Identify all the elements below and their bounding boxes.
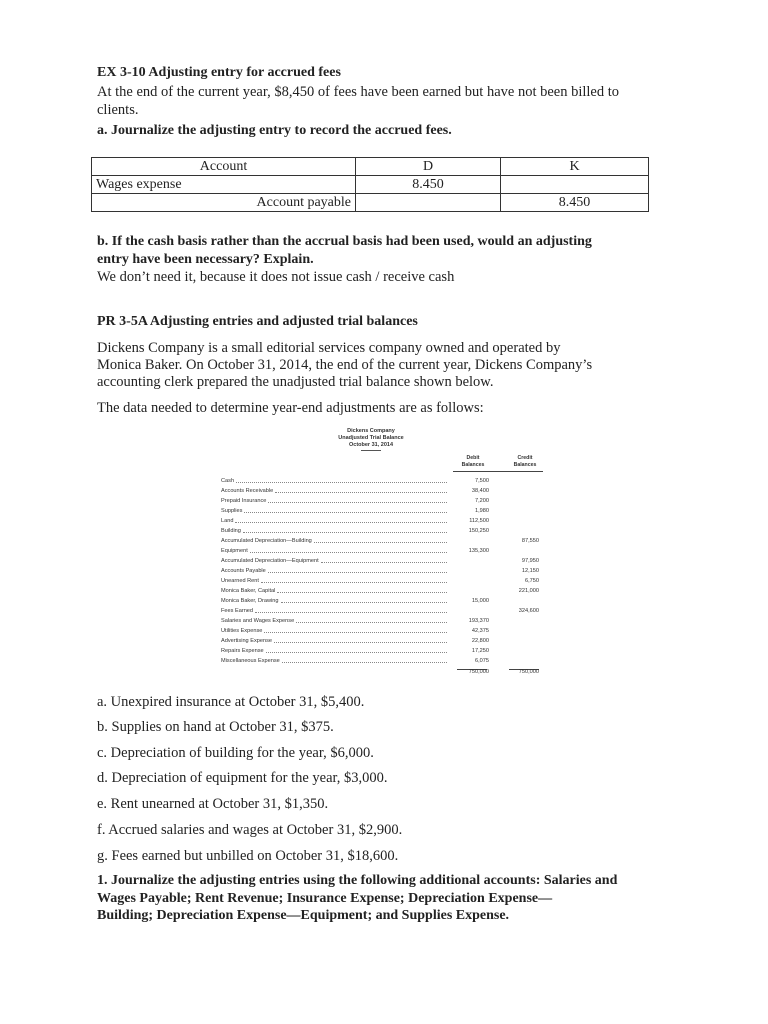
adjustment-f: f. Accrued salaries and wages at October 31, $2,900. bbox=[97, 822, 403, 838]
journal-entry-table bbox=[91, 157, 649, 212]
tb-leader-dots bbox=[268, 572, 447, 573]
tb-leader-dots bbox=[250, 552, 447, 553]
tb-row bbox=[221, 526, 543, 536]
tb-account: Accounts Receivable bbox=[221, 488, 274, 494]
tb-account: Fees Earned bbox=[221, 608, 254, 614]
journal-account: Wages expense bbox=[92, 176, 356, 194]
adjustment-g: g. Fees earned but unbilled on October 31, $18,600. bbox=[97, 848, 399, 864]
tb-debit-value: 22,800 bbox=[471, 638, 489, 644]
journal-header-row bbox=[92, 158, 649, 176]
tb-account: Equipment bbox=[221, 548, 248, 554]
pr-intro-line-3: accounting clerk prepared the unadjusted trial balance shown below. bbox=[97, 374, 494, 390]
tb-leader-dots bbox=[243, 532, 447, 533]
tb-leader-dots bbox=[244, 512, 447, 513]
tb-company: Dickens Company bbox=[347, 428, 395, 434]
tb-debit-head-1: Debit bbox=[466, 455, 480, 461]
tb-account: Cash bbox=[221, 478, 235, 484]
tb-debit-value: 112,500 bbox=[469, 518, 489, 524]
tb-row bbox=[221, 516, 543, 526]
tb-row bbox=[221, 606, 543, 616]
tb-account: Prepaid Insurance bbox=[221, 498, 267, 504]
tb-leader-dots bbox=[321, 562, 447, 563]
tb-header-rule bbox=[361, 450, 381, 451]
ex-heading: EX 3-10 Adjusting entry for accrued fees bbox=[97, 65, 341, 80]
tb-debit-head bbox=[453, 455, 493, 469]
tb-debit-value: 17,250 bbox=[471, 648, 489, 654]
tb-account: Repairs Expense bbox=[221, 648, 264, 654]
journal-debit: 8.450 bbox=[356, 176, 501, 194]
tb-total-debit: 750,000 bbox=[468, 669, 489, 675]
tb-debit-value: 7,500 bbox=[475, 478, 489, 484]
tb-account: Monica Baker, Drawing bbox=[221, 598, 279, 604]
tb-leader-dots bbox=[255, 612, 447, 613]
tb-total-row bbox=[221, 667, 543, 677]
ex-question-a: a. Journalize the adjusting entry to record the accrued fees. bbox=[97, 123, 452, 138]
tb-credit-value: 324,600 bbox=[518, 608, 539, 614]
journal-row bbox=[92, 176, 649, 194]
question-1-line-2: Wages Payable; Rent Revenue; Insurance Expense; Depreciation Expense— bbox=[97, 891, 553, 906]
tb-row bbox=[221, 636, 543, 646]
tb-row bbox=[221, 616, 543, 626]
adjustment-e: e. Rent unearned at October 31, $1,350. bbox=[97, 796, 329, 812]
tb-credit-value: 221,000 bbox=[518, 588, 539, 594]
journal-account: Account payable bbox=[92, 194, 356, 212]
trial-balance-figure bbox=[221, 425, 543, 680]
journal-debit bbox=[356, 194, 501, 212]
tb-leader-dots bbox=[268, 502, 447, 503]
adjustment-b: b. Supplies on hand at October 31, $375. bbox=[97, 719, 334, 735]
tb-row bbox=[221, 486, 543, 496]
pr-heading: PR 3-5A Adjusting entries and adjusted trial balances bbox=[97, 314, 418, 329]
tb-leader-dots bbox=[296, 622, 447, 623]
tb-debit-value: 38,400 bbox=[471, 488, 489, 494]
tb-colhead-rule bbox=[453, 471, 543, 472]
tb-credit-head-1: Credit bbox=[517, 455, 533, 461]
tb-leader-dots bbox=[274, 642, 447, 643]
tb-debit-value: 6,075 bbox=[475, 658, 489, 664]
tb-debit-value: 15,000 bbox=[471, 598, 489, 604]
ex-text-line-1: At the end of the current year, $8,450 of fees have been earned but have not been billed to bbox=[97, 84, 620, 100]
tb-account: Salaries and Wages Expense bbox=[221, 618, 295, 624]
tb-credit-head-2: Balances bbox=[513, 462, 537, 468]
ex-question-b-line-2: entry have been necessary? Explain. bbox=[97, 252, 314, 267]
tb-debit-value: 42,375 bbox=[471, 628, 489, 634]
tb-account: Accumulated Depreciation—Equipment bbox=[221, 558, 319, 564]
tb-credit-value: 12,150 bbox=[521, 568, 539, 574]
ex-text-line-2: clients. bbox=[97, 102, 139, 118]
tb-leader-dots bbox=[275, 492, 447, 493]
ex-answer-b: We don’t need it, because it does not issue cash / receive cash bbox=[97, 269, 455, 285]
pr-data-intro: The data needed to determine year-end adjustments are as follows: bbox=[97, 400, 484, 416]
question-1-line-1: 1. Journalize the adjusting entries using the following additional accounts: Salaries and bbox=[97, 873, 618, 888]
tb-debit-head-2: Balances bbox=[461, 462, 485, 468]
adjustment-c: c. Depreciation of building for the year, $6,000. bbox=[97, 745, 374, 761]
tb-debit-value: 193,370 bbox=[468, 618, 489, 624]
tb-account: Miscellaneous Expense bbox=[221, 658, 280, 664]
journal-header-debit: D bbox=[356, 158, 501, 176]
tb-leader-dots bbox=[264, 632, 447, 633]
tb-debit-value: 150,250 bbox=[468, 528, 489, 534]
tb-row bbox=[221, 556, 543, 566]
tb-row bbox=[221, 476, 543, 486]
tb-debit-value: 135,300 bbox=[468, 548, 489, 554]
tb-account: Building bbox=[221, 528, 241, 534]
tb-row bbox=[221, 656, 543, 666]
journal-header-account: Account bbox=[92, 158, 356, 176]
tb-leader-dots bbox=[314, 542, 447, 543]
tb-account: Supplies bbox=[221, 508, 243, 514]
tb-leader-dots bbox=[281, 602, 447, 603]
tb-account: Accumulated Depreciation—Building bbox=[221, 538, 312, 544]
tb-row bbox=[221, 566, 543, 576]
journal-row bbox=[92, 194, 649, 212]
tb-row bbox=[221, 536, 543, 546]
tb-account: Unearned Rent bbox=[221, 578, 259, 584]
tb-leader-dots bbox=[236, 482, 447, 483]
tb-account: Advertising Expense bbox=[221, 638, 272, 644]
tb-credit-value: 97,950 bbox=[521, 558, 539, 564]
tb-row bbox=[221, 596, 543, 606]
tb-leader-dots bbox=[261, 582, 447, 583]
tb-account: Monica Baker, Capital bbox=[221, 588, 276, 594]
adjustment-a: a. Unexpired insurance at October 31, $5,400. bbox=[97, 694, 365, 710]
tb-leader-dots bbox=[266, 652, 447, 653]
tb-title: Unadjusted Trial Balance bbox=[338, 435, 404, 441]
pr-intro-line-2: Monica Baker. On October 31, 2014, the end of the current year, Dickens Company’s bbox=[97, 357, 593, 373]
tb-account: Utilities Expense bbox=[221, 628, 263, 634]
tb-row bbox=[221, 576, 543, 586]
tb-row bbox=[221, 586, 543, 596]
tb-leader-dots bbox=[277, 592, 447, 593]
tb-account: Accounts Payable bbox=[221, 568, 266, 574]
tb-credit-value: 6,750 bbox=[525, 578, 539, 584]
tb-row bbox=[221, 646, 543, 656]
tb-debit-value: 1,980 bbox=[475, 508, 489, 514]
tb-credit-head bbox=[505, 455, 545, 469]
tb-account: Land bbox=[221, 518, 234, 524]
journal-credit bbox=[501, 176, 649, 194]
journal-header-credit: K bbox=[501, 158, 649, 176]
tb-credit-value: 87,550 bbox=[521, 538, 539, 544]
tb-debit-value: 7,200 bbox=[475, 498, 489, 504]
adjustment-d: d. Depreciation of equipment for the year, $3,000. bbox=[97, 770, 388, 786]
tb-row bbox=[221, 506, 543, 516]
tb-row bbox=[221, 626, 543, 636]
question-1-line-3: Building; Depreciation Expense—Equipment; and Supplies Expense. bbox=[97, 908, 510, 923]
ex-question-b-line-1: b. If the cash basis rather than the accrual basis had been used, would an adjusting bbox=[97, 234, 592, 249]
tb-leader-dots bbox=[282, 662, 447, 663]
tb-total-credit: 750,000 bbox=[518, 669, 539, 675]
tb-row bbox=[221, 496, 543, 506]
tb-leader-dots bbox=[235, 522, 447, 523]
pr-intro-line-1: Dickens Company is a small editorial services company owned and operated by bbox=[97, 340, 561, 356]
tb-date: October 31, 2014 bbox=[348, 442, 394, 448]
journal-credit: 8.450 bbox=[501, 194, 649, 212]
tb-row bbox=[221, 546, 543, 556]
